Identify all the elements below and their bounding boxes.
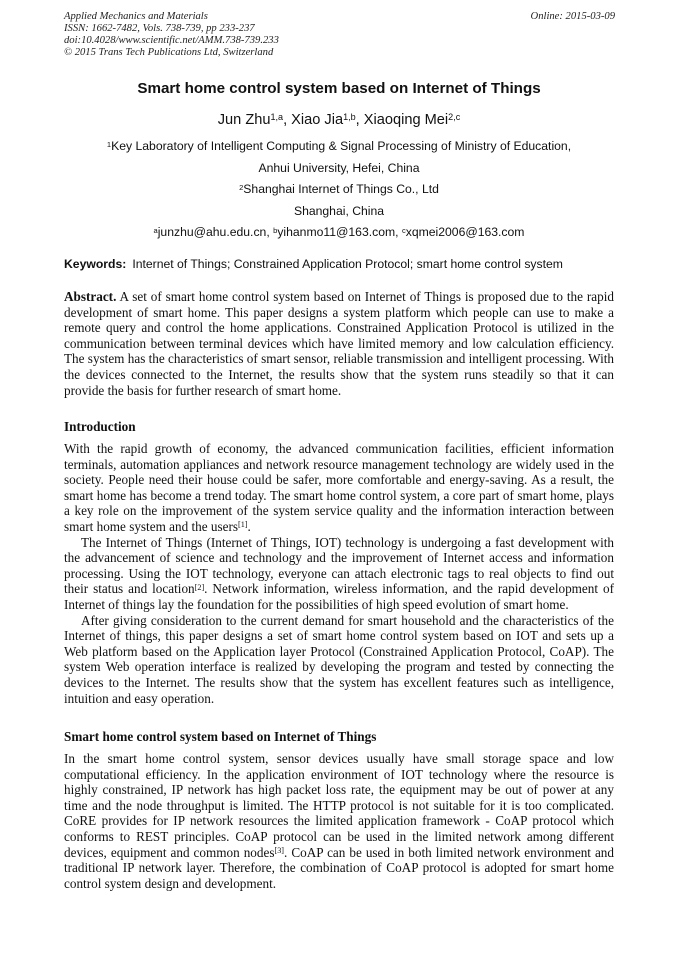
section-heading-introduction: Introduction bbox=[64, 419, 136, 434]
keywords-label: Keywords: bbox=[64, 257, 127, 271]
journal-header bbox=[64, 11, 279, 59]
author-superscript: 2,c bbox=[448, 111, 461, 122]
online-date: Online: 2015-03-09 bbox=[530, 11, 615, 22]
affiliation-1-line-2: Anhui University, Hefei, China bbox=[258, 160, 420, 175]
affiliations bbox=[0, 136, 678, 244]
paragraph-text: . CoAP can be used in both limited network environment and traditional IP network layer. Therefore, the combination of CoAP protocol is adopted for smart home control system design and development. bbox=[64, 844, 614, 891]
citation-ref[interactable]: [2] bbox=[194, 582, 205, 592]
smart-home-body bbox=[64, 751, 614, 891]
email-superscript: b bbox=[273, 225, 278, 235]
paragraph: After giving consideration to the current demand for smart household and the characteristics of the Internet of things, this paper designs a set of smart home control system based on IOT and sets up a Web platform based on the Application layer Protocol (Constrained Application Protocol, CoAP). The system Web operation interface is realized by developing the program and tested by connecting the devices to the Internet. The results show that the system has excellent features such as intelligence, intuition and easy operation. bbox=[64, 612, 614, 706]
keywords-text: Internet of Things; Constrained Application Protocol; smart home control system bbox=[132, 257, 563, 271]
email-address[interactable]: yihanmo11@163.com bbox=[277, 225, 396, 240]
author-name: Jun Zhu bbox=[217, 112, 271, 128]
journal-name: Applied Mechanics and Materials bbox=[64, 11, 208, 22]
author-name: Xiao Jia bbox=[291, 112, 344, 128]
copyright-line: © 2015 Trans Tech Publications Ltd, Switzerland bbox=[64, 47, 274, 58]
keywords bbox=[64, 257, 624, 271]
author-superscript: 1,a bbox=[270, 111, 284, 122]
paragraph bbox=[64, 535, 614, 613]
affiliation-1-line-1 bbox=[0, 136, 678, 158]
author-separator: , bbox=[283, 112, 292, 128]
paragraph-text: With the rapid growth of economy, the advanced communication facilities, efficient information terminals, automation appliances and network resource management technology are widely used in the society. People need their house could be safer, more comfortable and energy-saving. As a result, the smart home has become a trend today. The smart home control system, a core part of smart home, plays a key role on the improvement of the system service quality and the information interaction between smart home system and the users bbox=[64, 441, 614, 534]
author-name: Xiaoqing Mei bbox=[363, 112, 449, 128]
email-line bbox=[0, 222, 678, 244]
affiliation-superscript: 2 bbox=[239, 182, 244, 192]
doi-line: doi:10.4028/www.scientific.net/AMM.738-739.233 bbox=[64, 35, 279, 46]
affiliation-text: Key Laboratory of Intelligent Computing & Signal Processing of Ministry of Education, bbox=[111, 139, 572, 153]
author-separator: , bbox=[355, 112, 364, 128]
paper-title: Smart home control system based on Internet of Things bbox=[137, 80, 541, 97]
paragraph-text: In the smart home control system, sensor devices usually have small storage space and low computational efficiency. In the application environment of IOT technology where the resource is highly constrained, IP network has high packet loss rate, the equipment may be out of power at any time and the node throughput is limited. The HTTP protocol is not suitable for it is too complicated. CoRE provides for IP network resources the limited application framework - CoAP protocol which conforms to REST principles. CoAP protocol can be used in the limited network among different devices, equipment and common nodes bbox=[64, 751, 614, 860]
abstract-text: A set of smart home control system based on Internet of Things is proposed due to the rapid development of smart home. This paper designs a system platform which people can use to make a remote query and control the home applications. Constrained Application Protocol is utilized in the communication between terminal devices which have limited memory and low calculation efficiency. The system has the characteristics of smart sensor, reliable transmission and intelligent processing. With the devices connected to the Internet, the results show that the system runs steadily so that it can provide the basis for further research of smart home. bbox=[64, 289, 614, 398]
email-superscript: c bbox=[401, 225, 406, 235]
paragraph bbox=[64, 751, 614, 891]
affiliation-superscript: 1 bbox=[106, 139, 112, 149]
email-superscript: a bbox=[153, 225, 158, 235]
issn-line: ISSN: 1662-7482, Vols. 738-739, pp 233-237 bbox=[64, 23, 255, 34]
section-heading-smart-home: Smart home control system based on Internet of Things bbox=[64, 729, 377, 744]
citation-ref[interactable]: [1] bbox=[237, 520, 248, 530]
affiliation-2-line-1 bbox=[0, 179, 678, 201]
citation-ref[interactable]: [3] bbox=[274, 845, 285, 855]
abstract-label: Abstract. bbox=[64, 289, 117, 304]
introduction-body bbox=[64, 441, 614, 706]
paragraph-text: . Network information, wireless information, and the rapid development of Internet of things lay the foundation for the possibilities of high speed evolution of smart home. bbox=[64, 581, 614, 612]
paragraph-text: The Internet of Things (Internet of Things, IOT) technology is undergoing a fast development with the advancement of science and technology and the improvement of Internet access and information processing. Using the IOT technology, everyone can attach electronic tags to real objects to find out their status and location bbox=[64, 534, 614, 597]
email-address[interactable]: xqmei2006@163.com bbox=[405, 225, 525, 240]
affiliation-text: Shanghai Internet of Things Co., Ltd bbox=[243, 182, 439, 197]
affiliation-2-line-2: Shanghai, China bbox=[293, 203, 385, 218]
abstract bbox=[64, 289, 614, 398]
email-separator: , bbox=[266, 225, 274, 240]
paragraph bbox=[64, 441, 614, 535]
email-separator: , bbox=[395, 225, 402, 240]
author-list bbox=[0, 112, 678, 128]
author-superscript: 1,b bbox=[343, 111, 356, 122]
paragraph-text: . bbox=[247, 518, 251, 534]
email-address[interactable]: junzhu@ahu.edu.cn bbox=[157, 225, 267, 240]
